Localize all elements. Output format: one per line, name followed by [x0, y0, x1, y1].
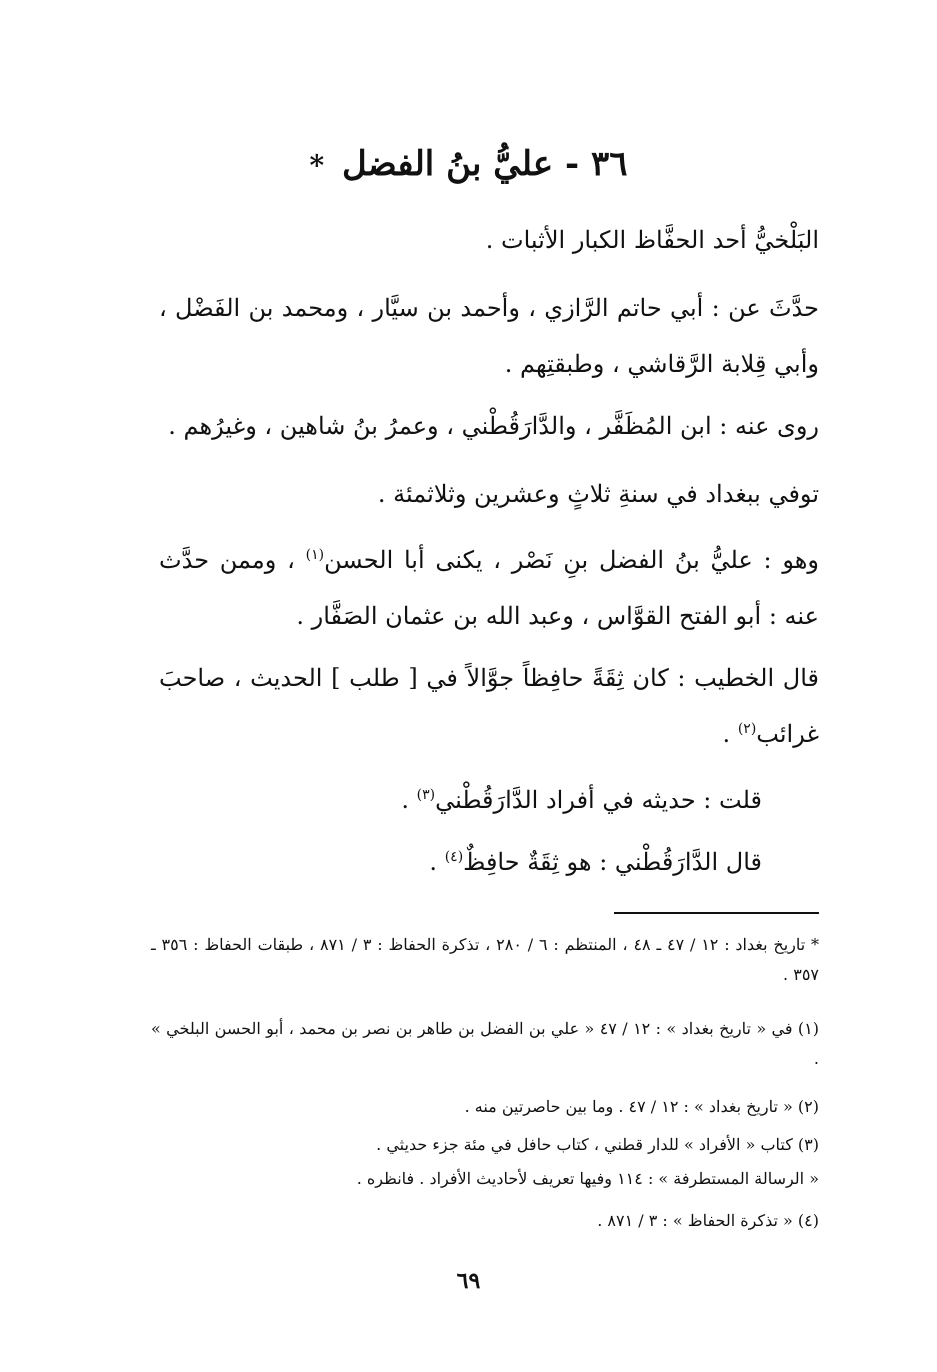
- paragraph-students: [159, 398, 819, 454]
- paragraph-nisba: [159, 212, 819, 268]
- page-number: ٦٩: [456, 1268, 481, 1294]
- footnote-3: (٣) كتاب « الأفراد » للدار قطني ، كتاب حافل في مئة جزء حديثي .: [376, 1135, 819, 1154]
- paragraph-text: .: [401, 786, 409, 814]
- paragraph-text: وهو : عليُّ بنُ الفضل بنِ نَصْر ، يكنى أبا الحسن: [324, 546, 819, 574]
- title-footnote-mark: *: [309, 149, 325, 182]
- paragraph-khatib: [159, 650, 819, 762]
- footnote-3-continued: « الرسالة المستطرفة » : ١١٤ وفيها تعريف لأحاديث الأفراد . فانظره .: [356, 1169, 819, 1188]
- footnote-4: (٤) « تذكرة الحفاظ » : ٣ / ٨٧١ .: [597, 1211, 819, 1230]
- paragraph-text: قال الخطيب : كان ثِقَةً حافِظاً جوَّالاً في [ طلب ] الحديث ، صاحبَ غرائب: [159, 664, 820, 748]
- footnote-ref-2: (٢): [737, 721, 757, 737]
- paragraph-text: توفي ببغداد في سنةِ ثلاثٍ وعشرين وثلاثمئة .: [377, 480, 819, 508]
- footnote-1: (١) في « تاريخ بغداد » : ١٢ / ٤٧ « علي بن الفضل بن طاهر بن نصر بن محمد ، أبو الحسن البلخي » .: [151, 1019, 820, 1068]
- paragraph-text: البَلْخيُّ أحد الحفَّاظ الكبار الأثبات .: [485, 226, 819, 254]
- paragraph-text: ، وممن حدَّث عنه : أبو الفتح القوَّاس ، وعبد الله بن عثمان الصَفَّار .: [159, 546, 819, 630]
- paragraph-text: .: [429, 848, 438, 876]
- paragraph-text: روى عنه : ابن المُظَفَّر ، والدَّارَقُطْني ، وعمرُ بنُ شاهين ، وغيرُهم .: [168, 412, 819, 440]
- footnote-ref-3: (٣): [416, 787, 436, 803]
- paragraph-text: حدَّثَ عن : أبي حاتم الرَّازي ، وأحمد بن سيَّار ، ومحمد بن الفَضْل ، وأبي قِلابة الرَّقاشي ، وطبقتِهم .: [159, 294, 819, 378]
- footnote-ref-1: (١): [305, 547, 325, 563]
- footnote-separator: [614, 912, 819, 914]
- footnote-2: (٢) « تاريخ بغداد » : ١٢ / ٤٧ . وما بين حاصرتين منه .: [464, 1097, 819, 1116]
- paragraph-death: [159, 466, 819, 522]
- footnote-ref-4: (٤): [444, 849, 464, 865]
- paragraph-daraqutni: [162, 834, 762, 890]
- paragraph-text: قال الدَّارَقُطْني : هو ثِقَةٌ حافِظٌ: [463, 848, 762, 876]
- entry-title: [0, 140, 937, 190]
- paragraph-lineage: [159, 532, 819, 644]
- paragraph-text: .: [722, 720, 731, 748]
- footnote-sources: * تاريخ بغداد : ١٢ / ٤٧ ـ ٤٨ ، المنتظم : ٦ / ٢٨٠ ، تذكرة الحفاظ : ٣ / ٨٧١ ، طبقات الحفاظ : ٣٥٦ ـ ٣٥٧ .: [151, 935, 820, 984]
- paragraph-teachers: [159, 280, 819, 392]
- entry-title-text: ٣٦ - عليُّ بنُ الفضل: [342, 144, 628, 184]
- paragraph-afrad: [162, 772, 762, 828]
- paragraph-text: قلت : حديثه في أفراد الدَّارَقُطْني: [435, 786, 762, 814]
